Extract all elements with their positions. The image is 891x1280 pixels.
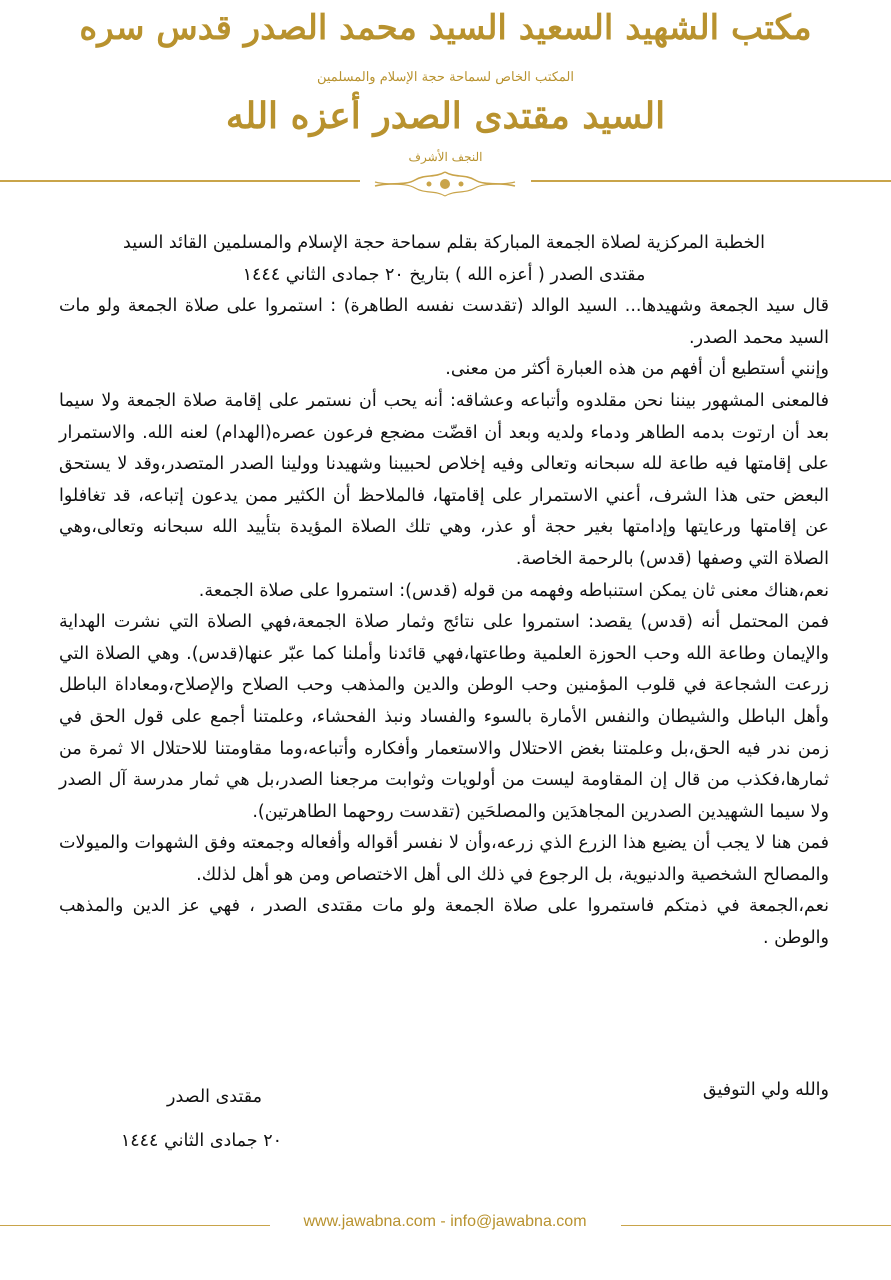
paragraph: نعم،الجمعة في ذمتكم فاستمروا على صلاة الجمعة ولو مات مقتدى الصدر ، فهي عز الدين والمذهب والوطن . xyxy=(59,896,829,949)
city-subtitle: النجف الأشرف xyxy=(408,150,483,164)
office-title-calligraphy: مكتب الشهيد السعيد السيد محمد الصدر قدس سره xyxy=(79,8,812,48)
private-office-subtitle: المكتب الخاص لسماحة حجة الإسلام والمسلمين xyxy=(316,70,575,85)
sermon-body xyxy=(59,228,829,955)
sermon-title-line1: الخطبة المركزية لصلاة الجمعة المباركة بقلم سماحة حجة الإسلام والمسلمين القائد السيد xyxy=(123,233,765,253)
header-divider-right xyxy=(531,180,891,182)
signature-block xyxy=(82,1075,282,1163)
footer-divider-right xyxy=(621,1225,891,1226)
footer-divider-left xyxy=(0,1225,270,1226)
paragraph: فمن هنا لا يجب أن يضيع هذا الزرع الذي زرعه،وأن لا نفسر أقواله وأفعاله وجمعته وفق الشهوات والميولات والمصالح الشخصية والدنيوية، بل الرجوع في ذلك الى أهل الاختصاص ومن هو أهل لذلك. xyxy=(59,833,829,885)
closing-line: والله ولي التوفيق xyxy=(702,1080,829,1100)
paragraph: وإنني أستطيع أن أفهم من هذه العبارة أكثر من معنى. xyxy=(445,359,829,380)
header-divider-left xyxy=(0,180,360,182)
paragraph: قال سيد الجمعة وشهيدها... السيد الوالد (تقدست نفسه الطاهرة) : استمروا على صلاة الجمعة ولو مات السيد محمد الصدر. xyxy=(59,296,829,348)
paragraph: فمن المحتمل أنه (قدس) يقصد: استمروا على نتائج وثمار صلاة الجمعة،فهي الصلاة التي نشرت الهداية والإيمان وطاعة الله وحب الحوزة العلمية وطاعتها،فهي قائدنا وأملنا كما عبّر عنها(قدس). وهي الصلاة التي زرعت الشجاعة في قلوب المؤمنين وحب الوطن والدين والمذهب وحب الصلاح والإصلاح،ومعاداة الباطل وأهل الباطل والشيطان والنفس الأمارة بالسوء والفساد ونبذ الفحشاء، وعلمتنا أجمع على قول الحق في زمن ندر فيه الحق،بل وعلمتنا بغض الاحتلال والاستعمار وأفكاره وأتباعه،وما مقاومتنا للاحتلال الا ثمرة من ثمارها،فكذب من قال إن المقاومة ليست من أولويات وثوابت مرجعنا الصدر،بل هي ثمار مدرسة آل الصدر ولا سيما الشهيدين الصدرين المجاهدَين والمصلحَين (تقدست روحهما الطاهرتين). xyxy=(59,612,829,822)
letterhead xyxy=(0,0,891,215)
paragraph: فالمعنى المشهور بيننا نحن مقلدوه وأتباعه وعشاقه: أنه يحب أن نستمر على إقامة صلاة الجمعة ولا سيما بعد أن ارتوت بدمه الطاهر ودماء ولديه وبعد أن اقضّت مضجع فرعون عصره(الهدام) لعنه الله. والاستمرار على إقامتها فيه طاعة لله سبحانه وتعالى وفيه إخلاص لحبيبنا وشهيدنا وولينا الصدر المتصدر،وقد لا يستحق البعض حتى هذا الشرف، أعني الاستمرار على إقامتها، فالملاحظ أن الكثير ممن يدعون إتباعه، قد تغافلوا عن إقامتها ورعايتها وإدامتها بغير حجة أو عذر، وهي تلك الصلاة المؤيدة بتأييد الله سبحانه وتعالى،وهي الصلاة التي وصفها (قدس) بالرحمة الخاصة. xyxy=(59,390,829,569)
sermon-title xyxy=(59,228,829,291)
signature-name: مقتدى الصدر xyxy=(167,1087,262,1107)
footer-contact: www.jawabna.com - info@jawabna.com xyxy=(303,1213,587,1230)
sermon-title-line2: مقتدى الصدر ( أعزه الله ) بتاريخ ٢٠ جمادى الثاني ١٤٤٤ xyxy=(242,264,646,285)
paragraph: نعم،هناك معنى ثان يمكن استنباطه وفهمه من قوله (قدس): استمروا على صلاة الجمعة. xyxy=(198,580,829,601)
name-calligraphy: السيد مقتدى الصدر أعزه الله xyxy=(225,95,666,137)
signature-date: ٢٠ جمادى الثاني ١٤٤٤ xyxy=(120,1131,282,1151)
ornament-icon xyxy=(365,168,525,200)
